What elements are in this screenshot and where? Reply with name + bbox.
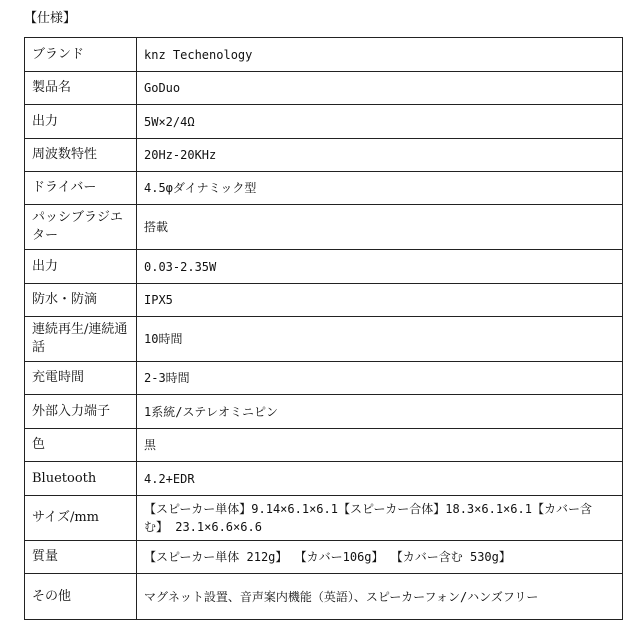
row-label-bluetooth: Bluetooth [25,462,137,496]
row-value-waterproof: IPX5 [137,284,623,317]
table-row [25,205,623,250]
row-label-waterproof: 防水・防滴 [25,284,137,317]
spec-caption: 【仕様】 [24,11,77,26]
row-value-charging-time: 2-3時間 [137,362,623,395]
table-row [25,317,623,362]
table-row [25,38,623,72]
row-label-external-input: 外部入力端子 [25,395,137,429]
row-label-weight: 質量 [25,541,137,574]
row-value-product-name: GoDuo [137,72,623,105]
table-row [25,496,623,541]
row-value-bluetooth: 4.2+EDR [137,462,623,496]
row-value-driver: 4.5φダイナミック型 [137,172,623,205]
row-value-other: マグネット設置、音声案内機能（英語）、スピーカーフォン/ハンズフリー [137,574,623,620]
row-value-external-input: 1系統/ステレオミニピン [137,395,623,429]
row-label-other: その他 [25,574,137,620]
row-label-color: 色 [25,429,137,462]
table-row [25,105,623,139]
row-label-driver: ドライバー [25,172,137,205]
row-label-brand: ブランド [25,38,137,72]
row-value-brand: knz Techenology [137,38,623,72]
row-value-passive-radiator: 搭載 [137,205,623,250]
table-row [25,362,623,395]
row-value-weight: 【スピーカー単体 212g】 【カバー106g】 【カバー含む 530g】 [137,541,623,574]
row-label-output-2: 出力 [25,250,137,284]
row-value-output: 5W×2/4Ω [137,105,623,139]
row-label-frequency-response: 周波数特性 [25,139,137,172]
row-value-playback-time: 10時間 [137,317,623,362]
table-row [25,395,623,429]
table-row [25,462,623,496]
table-row [25,72,623,105]
row-label-output: 出力 [25,105,137,139]
table-row [25,250,623,284]
table-row [25,172,623,205]
row-label-size: サイズ/mm [25,496,137,541]
table-row [25,139,623,172]
row-label-product-name: 製品名 [25,72,137,105]
row-label-charging-time: 充電時間 [25,362,137,395]
row-value-color: 黒 [137,429,623,462]
table-row [25,429,623,462]
spec-table [24,37,623,620]
row-label-passive-radiator: パッシブラジエター [25,205,137,250]
row-value-output-2: 0.03-2.35W [137,250,623,284]
row-value-frequency-response: 20Hz-20KHz [137,139,623,172]
table-row [25,284,623,317]
table-row [25,574,623,620]
row-label-playback-time: 連続再生/連続通話 [25,317,137,362]
table-row [25,541,623,574]
row-value-size: 【スピーカー単体】9.14×6.1×6.1【スピーカー合体】18.3×6.1×6.1【カバー含む】 23.1×6.6×6.6 [137,496,623,541]
